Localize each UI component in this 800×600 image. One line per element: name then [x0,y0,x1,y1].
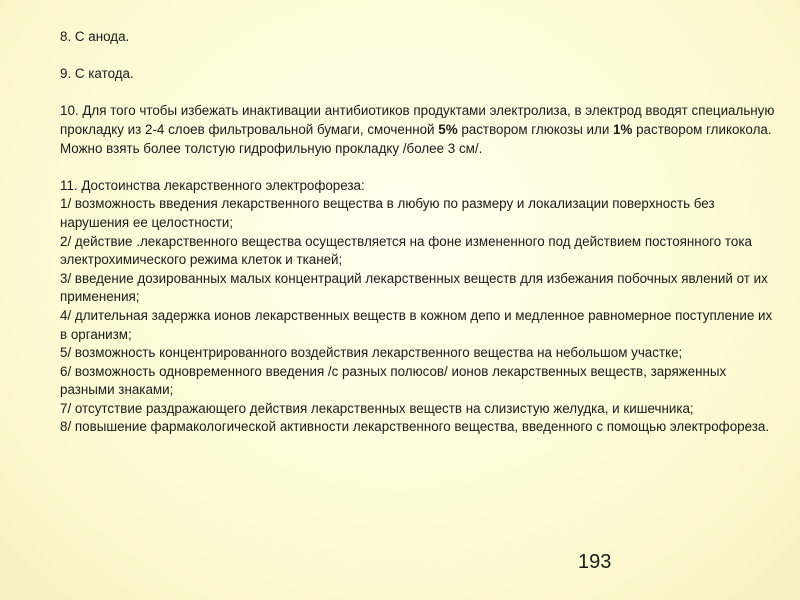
advantage-8: 8/ повышение фармакологической активности лекарственного вещества, введенного с помощью электрофореза. [60,419,770,435]
advantage-4: 4/ длительная задержка ионов лекарственных веществ в кожном депо и медленное равномерное поступление их в организм; [60,307,773,342]
item-10-text-2: раствором глюкозы или [457,121,614,137]
slide-content [60,28,780,437]
advantage-3: 3/ введение дозированных малых концентраций лекарственных веществ для избежания побочных явлений от их применения; [60,270,768,305]
item-10 [60,102,780,158]
slide-number: 193 [578,551,612,573]
item-10-text-1: 10. Для того чтобы избежать инактивации антибиотиков продуктами электролиза, в электрод вводят специальную прокладку из 2-4 слоев фильтровальной бумаги, смоченной [60,103,775,137]
item-10-bold-1: 5% [438,121,458,137]
advantage-1: 1/ возможность введения лекарственного вещества в любую по размеру и локализации поверхность без нарушения ее целостности; [60,196,715,230]
item-10-text-3: раствором гликокола. Можно взять более толстую гидрофильную прокладку /более 3 см/. [60,121,772,156]
advantage-2: 2/ действие .лекарственного вещества осуществляется на фоне измененного под действием постоянного тока электрохимического режима клеток и тканей; [60,233,752,268]
item-8: 8. С анода. [60,29,130,44]
advantage-5: 5/ возможность концентрированного воздействия лекарственного вещества на небольшом участке; [60,345,683,361]
advantage-6: 6/ возможность одновременного введения /с разных полюсов/ ионов лекарственных веществ, заряженных разными знаками; [60,363,727,398]
item-10-bold-2: 1% [613,121,633,137]
item-9: 9. С катода. [60,66,134,82]
item-11-heading: 11. Достоинства лекарственного электрофореза: [60,177,365,193]
advantage-7: 7/ отсутствие раздражающего действия лекарственных веществ на слизистую желудка, и кишечника; [60,400,694,416]
